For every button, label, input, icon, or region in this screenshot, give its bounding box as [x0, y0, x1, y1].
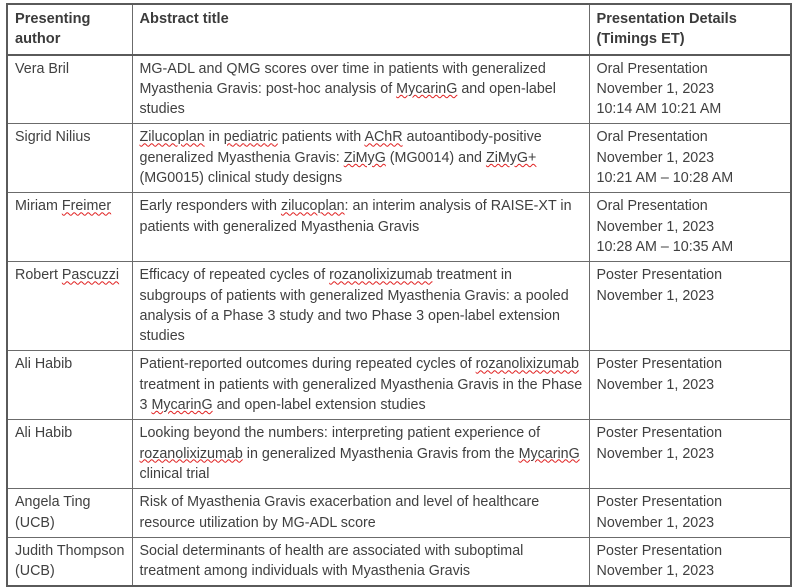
abstract-title-text: Looking beyond the numbers: interpreting patient experience of rozanolixizumab in generalized Myasthenia Gravis from the MycarinG clinical trial: [139, 425, 580, 482]
table-row: [7, 55, 791, 124]
presenting-author-text: Ali Habib: [15, 356, 73, 373]
presentation-type-text: Poster Presentation: [596, 494, 723, 511]
presentation-type-text: Poster Presentation: [596, 356, 723, 373]
spellcheck-word: rozanolixizumab: [139, 445, 243, 462]
cell-presenting-author: [7, 489, 132, 538]
table-row: [7, 262, 791, 351]
table-row: [7, 537, 791, 586]
cell-presentation-details: [589, 262, 791, 351]
table-header: [7, 4, 791, 55]
spellcheck-word: MycarinG: [396, 80, 458, 97]
presentation-date-text: November 1, 2023: [596, 80, 715, 97]
table-row: [7, 420, 791, 489]
header-row: [7, 4, 791, 55]
abstract-title-text: Zilucoplan in pediatric patients with AChR autoantibody-positive generalized Myasthenia Gravis: ZiMyG (MG0014) and ZiMyG+ (MG0015) clinical study designs: [139, 129, 542, 187]
presenting-author-text: Ali Habib: [15, 425, 73, 442]
column-header-presentation-details-line2: (Timings ET): [596, 31, 685, 48]
spellcheck-word: MycarinG: [151, 397, 213, 414]
cell-presenting-author: [7, 420, 132, 489]
presentation-time-text: 10:14 AM 10:21 AM: [596, 101, 722, 118]
spellcheck-word: rozanolixizumab: [329, 267, 433, 284]
abstract-title-text: Early responders with zilucoplan: an interim analysis of RAISE-XT in patients with generalized Myasthenia Gravis: [139, 198, 572, 235]
presentation-type-text: Oral Presentation: [596, 129, 708, 146]
table-body: [7, 55, 791, 587]
spellcheck-word: Pascuzzi: [61, 267, 120, 284]
presentation-date-text: November 1, 2023: [596, 563, 715, 580]
presentation-type-text: Poster Presentation: [596, 425, 723, 442]
abstract-table-container: [6, 3, 790, 587]
cell-abstract-title: [132, 193, 589, 262]
cell-abstract-title: [132, 262, 589, 351]
presentation-type-text: Poster Presentation: [596, 542, 723, 559]
cell-presentation-details: [589, 420, 791, 489]
spellcheck-word: Zilucoplan: [139, 129, 205, 146]
presentation-time-text: 10:21 AM – 10:28 AM: [596, 170, 734, 187]
cell-presenting-author: [7, 124, 132, 193]
abstract-title-text: Efficacy of repeated cycles of rozanolixizumab treatment in subgroups of patients with generalized Myasthenia Gravis: a pooled analysis of a Phase 3 study and two Phase 3 open-label extension studies: [139, 267, 569, 345]
spellcheck-word: pediatric: [223, 129, 278, 146]
presenting-author-text: Miriam Freimer: [15, 198, 112, 215]
abstract-table: [6, 3, 792, 587]
cell-presentation-details: [589, 351, 791, 420]
cell-abstract-title: [132, 489, 589, 538]
column-header-presentation-details: [589, 4, 791, 55]
spellcheck-word: rozanolixizumab: [475, 356, 579, 373]
presentation-date-text: November 1, 2023: [596, 445, 715, 462]
abstract-title-text: MG-ADL and QMG scores over time in patients with generalized Myasthenia Gravis: post-hoc analysis of MycarinG and open-label studies: [139, 60, 556, 118]
spellcheck-word: AChR: [364, 129, 403, 146]
presentation-time-text: 10:28 AM – 10:35 AM: [596, 238, 734, 255]
presentation-type-text: Poster Presentation: [596, 267, 723, 284]
spellcheck-word: Freimer: [61, 198, 112, 215]
presenting-author-text: Vera Bril: [15, 60, 70, 77]
presentation-date-text: November 1, 2023: [596, 287, 715, 304]
presentation-type-text: Oral Presentation: [596, 198, 708, 215]
cell-abstract-title: [132, 420, 589, 489]
presenting-author-text: Angela Ting (UCB): [15, 494, 91, 531]
cell-presenting-author: [7, 537, 132, 586]
presenting-author-text: Sigrid Nilius: [15, 129, 91, 146]
cell-presenting-author: [7, 262, 132, 351]
abstract-title-text: Risk of Myasthenia Gravis exacerbation and level of healthcare resource utilization by MG-ADL score: [139, 494, 540, 531]
table-row: [7, 489, 791, 538]
spellcheck-word: MycarinG: [518, 445, 580, 462]
column-header-abstract-title-label: Abstract title: [139, 11, 229, 27]
presentation-date-text: November 1, 2023: [596, 218, 715, 235]
abstract-title-text: Patient-reported outcomes during repeated cycles of rozanolixizumab treatment in patients with generalized Myasthenia Gravis in the Phase 3 MycarinG and open-label extension studies: [139, 356, 583, 414]
cell-presentation-details: [589, 124, 791, 193]
cell-presenting-author: [7, 193, 132, 262]
cell-abstract-title: [132, 537, 589, 586]
spellcheck-word: ZiMyG: [343, 149, 386, 166]
cell-presentation-details: [589, 193, 791, 262]
cell-presentation-details: [589, 489, 791, 538]
column-header-presentation-details-line1: Presentation Details: [596, 11, 737, 27]
presentation-date-text: November 1, 2023: [596, 514, 715, 531]
cell-abstract-title: [132, 124, 589, 193]
abstract-title-text: Social determinants of health are associated with suboptimal treatment among individuals with Myasthenia Gravis: [139, 542, 524, 580]
table-row: [7, 193, 791, 262]
presenting-author-text: Judith Thompson (UCB): [15, 542, 125, 580]
presentation-date-text: November 1, 2023: [596, 376, 715, 393]
presenting-author-text: Robert Pascuzzi: [15, 267, 120, 284]
cell-abstract-title: [132, 351, 589, 420]
presentation-type-text: Oral Presentation: [596, 60, 708, 77]
spellcheck-word: ZiMyG+: [485, 149, 537, 166]
column-header-presenting-author-label: Presenting author: [15, 11, 91, 48]
column-header-presenting-author: [7, 4, 132, 55]
cell-presentation-details: [589, 55, 791, 124]
table-row: [7, 351, 791, 420]
cell-presenting-author: [7, 351, 132, 420]
spellcheck-word: zilucoplan: [280, 198, 345, 215]
cell-abstract-title: [132, 55, 589, 124]
column-header-abstract-title: [132, 4, 589, 55]
presentation-date-text: November 1, 2023: [596, 149, 715, 166]
table-row: [7, 124, 791, 193]
cell-presentation-details: [589, 537, 791, 586]
cell-presenting-author: [7, 55, 132, 124]
